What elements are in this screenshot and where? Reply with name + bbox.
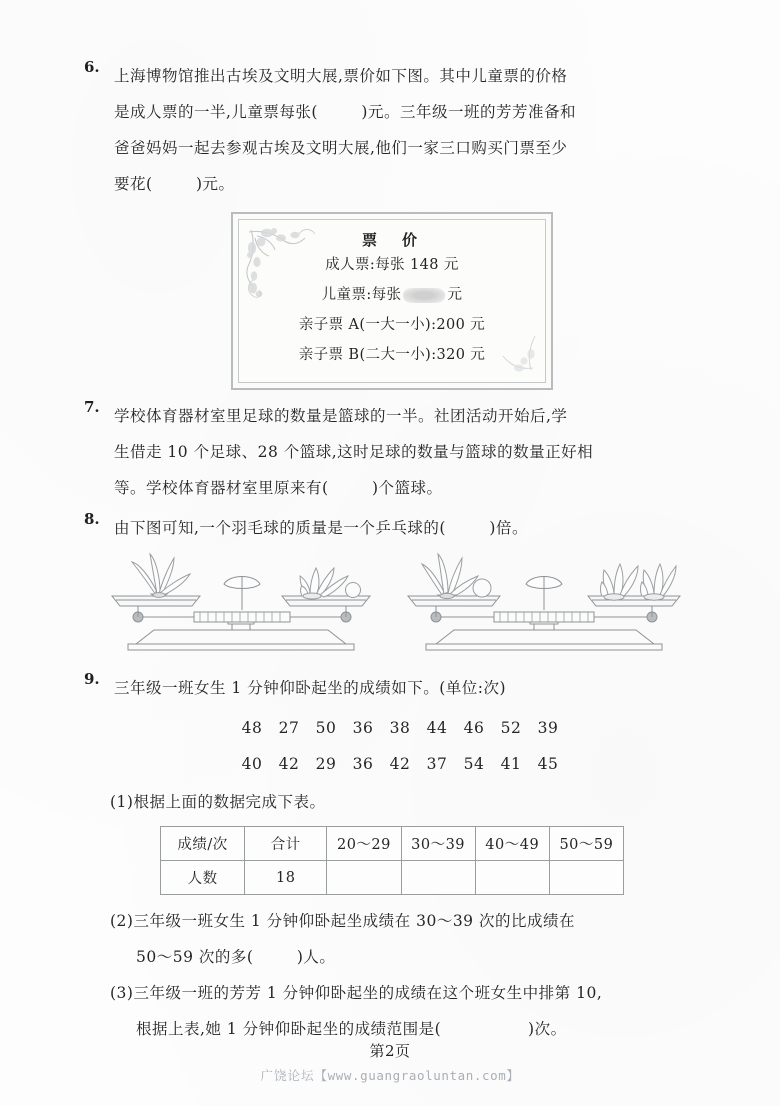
- q9-sub-question-3-line-2: 根据上表,她 1 分钟仰卧起坐的成绩范围是( )次。: [136, 1020, 567, 1038]
- question-7: [84, 398, 700, 506]
- question-6-line-1: 上海博物馆推出古埃及文明大展,票价如下图。其中儿童票的价格: [114, 67, 568, 85]
- ticket-row-child: [239, 280, 545, 310]
- pingpong-ball-icon: [346, 583, 361, 598]
- q9-data-row-1: 48 27 50 36 38 44 46 52 39: [241, 719, 559, 737]
- table-cell-50-59[interactable]: [549, 861, 623, 895]
- question-8-body: [114, 510, 700, 546]
- ticket-row-child-label-pre: 儿童票:每张: [321, 287, 402, 303]
- ticket-row-family-a: 亲子票 A(一大一小):200 元: [298, 317, 486, 333]
- watermark-site-url: 【www.guangraoluntan.com】: [314, 1068, 520, 1083]
- shuttlecock-icon: [132, 554, 190, 597]
- frequency-table-wrapper: [84, 826, 700, 895]
- question-6-body: [114, 58, 700, 202]
- ticket-card-inner-frame: [238, 219, 546, 383]
- table-header-50-59: 50～59: [549, 827, 623, 861]
- table-cell-total[interactable]: 18: [245, 861, 327, 895]
- shuttlecock-icon: [422, 554, 478, 599]
- ticket-card-outer-frame: [231, 212, 553, 390]
- table-header-30-39: 30～39: [401, 827, 475, 861]
- shuttlecock-icon: [601, 564, 639, 600]
- question-9-number: 9.: [84, 670, 100, 688]
- question-9-body: [114, 670, 700, 706]
- ticket-card-title: 票 价: [361, 231, 422, 249]
- balance-scales-figure: [84, 550, 700, 660]
- question-7-line-1: 学校体育器材室里足球的数量是篮球的一半。社团活动开始后,学: [114, 407, 568, 425]
- question-6-number: 6.: [84, 58, 100, 76]
- ticket-price-figure: [84, 212, 700, 390]
- question-9-line-1: 三年级一班女生 1 分钟仰卧起坐的成绩如下。(单位:次): [114, 679, 507, 697]
- watermark-site-name: 广饶论坛: [260, 1068, 315, 1083]
- question-8: [84, 510, 700, 546]
- table-row-label-count: 人数: [161, 861, 245, 895]
- question-6-line-2: 是成人票的一半,儿童票每张( )元。三年级一班的芳芳准备和: [114, 103, 576, 121]
- pingpong-ball-icon: [473, 579, 491, 597]
- balance-scale-right: [404, 550, 682, 660]
- ticket-row-child-label-post: 元: [447, 287, 463, 303]
- ticket-row-family-b: 亲子票 B(二大一小):320 元: [298, 347, 486, 363]
- table-row-headers: [161, 827, 624, 861]
- shuttlecock-icon: [641, 564, 677, 600]
- table-header-score: 成绩/次: [161, 827, 245, 861]
- q9-sub-question-2-line-1: (2)三年级一班女生 1 分钟仰卧起坐成绩在 30～39 次的比成绩在: [110, 912, 575, 930]
- table-cell-40-49[interactable]: [475, 861, 549, 895]
- redacted-price-smudge: [403, 288, 445, 303]
- table-header-total: 合计: [245, 827, 327, 861]
- table-cell-30-39[interactable]: [401, 861, 475, 895]
- q9-sub-question-1: (1)根据上面的数据完成下表。: [110, 793, 326, 811]
- page-footer: [0, 1040, 780, 1084]
- question-7-number: 7.: [84, 398, 100, 416]
- table-cell-20-29[interactable]: [327, 861, 401, 895]
- question-7-line-2: 生借走 10 个足球、28 个篮球,这时足球的数量与篮球的数量正好相: [114, 443, 594, 461]
- q9-sub-question-3-line-1: (3)三年级一班的芳芳 1 分钟仰卧起坐的成绩在这个班女生中排第 10,: [110, 984, 603, 1002]
- table-header-20-29: 20～29: [327, 827, 401, 861]
- q9-sub-question-2-line-2: 50～59 次的多( )人。: [136, 948, 336, 966]
- question-6-line-3: 爸爸妈妈一起去参观古埃及文明大展,他们一家三口购买门票至少: [114, 139, 568, 157]
- q9-data-row-2: 40 42 29 36 42 37 54 41 45: [241, 755, 559, 773]
- question-6-line-4: 要花( )元。: [114, 175, 235, 193]
- question-8-number: 8.: [84, 510, 100, 528]
- balance-scale-left: [110, 550, 372, 660]
- question-6: [84, 58, 700, 202]
- table-header-40-49: 40～49: [475, 827, 549, 861]
- question-7-line-3: 等。学校体育器材室里原来有( )个篮球。: [114, 479, 443, 497]
- table-row-values: [161, 861, 624, 895]
- frequency-table: [160, 826, 624, 895]
- shuttlecock-icon: [300, 568, 348, 599]
- watermark: [0, 1066, 780, 1084]
- question-9: [84, 670, 700, 706]
- ticket-row-adult: 成人票:每张 148 元: [325, 257, 459, 273]
- question-7-body: [114, 398, 700, 506]
- page-content: [84, 58, 700, 1047]
- question-8-line-1: 由下图可知,一个羽毛球的质量是一个乒乓球的( )倍。: [114, 519, 528, 537]
- page-number: 第2页: [369, 1042, 411, 1060]
